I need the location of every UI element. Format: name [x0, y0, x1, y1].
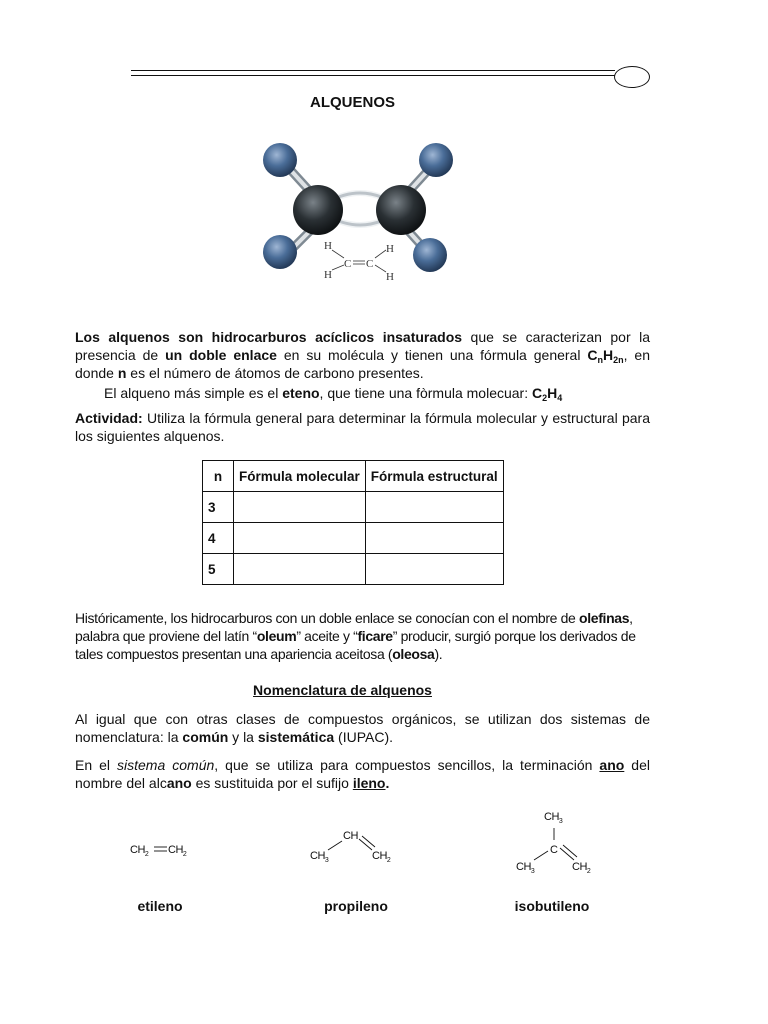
page-title: ALQUENOS	[309, 94, 395, 111]
svg-text:C: C	[366, 258, 374, 270]
svg-text:CH2: $CH_2$	[572, 861, 591, 875]
ethene-structural-formula	[324, 240, 394, 283]
table-row	[203, 523, 504, 554]
svg-text:CH3: $CH_3$	[516, 861, 535, 875]
table-cell-empty[interactable]	[365, 492, 503, 523]
intro-text: en su molécula y tienen una fórmula general	[276, 347, 588, 363]
page-number-circle	[614, 66, 650, 88]
ethylene-structure	[125, 835, 205, 863]
common-system-paragraph: En el sistema común, que se utiliza para compuestos sencillos, la terminación ano del nombre del alcano es sustituida por el sufijo ileno.	[75, 757, 650, 791]
table-cell-n: 5	[203, 554, 234, 585]
oleosa-term: oleosa	[392, 646, 435, 662]
table-cell-empty[interactable]	[234, 492, 366, 523]
svg-text:H: H	[386, 243, 394, 255]
intro-text: , en donde	[75, 347, 650, 381]
hydrogen-atom	[263, 143, 297, 177]
svg-text:C: C	[550, 844, 558, 856]
svg-text:CH3: $CH_3$	[310, 850, 329, 864]
svg-text:H: H	[324, 240, 332, 252]
carbon-atom	[376, 185, 426, 235]
svg-text:C: C	[344, 258, 352, 270]
ano-suffix: ano	[599, 757, 625, 773]
svg-text:H: H	[386, 271, 394, 283]
caption-etileno: etileno	[137, 898, 183, 914]
eteno-formula: $C_2H_4$	[532, 385, 563, 403]
isobutylene-structure	[510, 804, 610, 878]
eteno-term: eteno	[282, 385, 320, 401]
svg-text:CH: CH	[343, 830, 358, 842]
table-cell-empty[interactable]	[365, 523, 503, 554]
hydrogen-atom	[419, 143, 453, 177]
sistematica-term: sistemática	[257, 729, 335, 745]
intro-paragraph	[75, 328, 650, 382]
comun-term: común	[182, 729, 229, 745]
sistema-comun-term: sistema común	[117, 757, 215, 773]
column-header-structural: Fórmula estructural	[365, 461, 503, 492]
table-cell-empty[interactable]	[234, 523, 366, 554]
svg-text:CH3: $CH_3$	[544, 811, 563, 825]
nomenclature-heading: Nomenclatura de alquenos	[253, 682, 432, 698]
svg-text:CH2: $CH_2$	[168, 844, 187, 858]
ano-suffix-inline: ano	[166, 775, 192, 791]
table-cell-empty[interactable]	[365, 554, 503, 585]
carbon-atom	[293, 185, 343, 235]
intro-bold-lead: Los alquenos son hidrocarburos acíclicos insaturados	[75, 329, 463, 345]
table-cell-empty[interactable]	[234, 554, 366, 585]
activity-paragraph: Actividad: Utiliza la fórmula general para determinar la fórmula molecular y estructural para los siguientes alquenos.	[75, 410, 650, 444]
general-formula: $C_nH_{2n}$	[587, 347, 624, 365]
simplest-alkene-line: El alqueno más simple es el eteno, que tiene una fòrmula molecuar: $C_2H_4$	[104, 385, 563, 403]
table-header-row	[203, 461, 504, 492]
svg-text:CH2: $CH_2$	[372, 850, 391, 864]
history-paragraph: Históricamente, los hidrocarburos con un doble enlace se conocían con el nombre de olefinas, palabra que proviene del latín “oleum” aceite y “ficare” producir, surgió porque los derivados de tales compuestos presentan una apariencia aceitosa (oleosa).	[75, 610, 636, 662]
table-row	[203, 492, 504, 523]
double-bond-term: un doble enlace	[165, 347, 277, 363]
svg-text:H: H	[324, 269, 332, 281]
table-row	[203, 554, 504, 585]
ileno-suffix: ileno	[352, 775, 386, 791]
column-header-n: n	[203, 461, 234, 492]
column-header-molecular: Fórmula molecular	[234, 461, 366, 492]
ficare-term: ficare	[357, 628, 393, 644]
hydrogen-atom	[263, 235, 297, 269]
intro-text: es el número de átomos de carbono presentes.	[126, 365, 424, 381]
header-rule-top	[131, 70, 615, 71]
propylene-structure	[305, 822, 405, 868]
intro-text: que se caracterizan por la presencia de	[75, 329, 651, 363]
table-cell-n: 3	[203, 492, 234, 523]
oleum-term: oleum	[256, 628, 297, 644]
ethene-ball-and-stick-model	[258, 120, 488, 295]
table-cell-n: 4	[203, 523, 234, 554]
olefinas-term: olefinas	[579, 610, 630, 626]
n-variable: n	[117, 365, 127, 381]
caption-propileno: propileno	[324, 898, 388, 914]
header-rule-bottom	[131, 75, 615, 76]
activity-table	[202, 460, 504, 585]
hydrogen-atom	[413, 238, 447, 272]
caption-isobutileno: isobutileno	[514, 898, 590, 914]
systems-paragraph: Al igual que con otras clases de compuestos orgánicos, se utilizan dos sistemas de nomenclatura: la común y la sistemática (IUPAC).	[75, 711, 650, 745]
activity-label: Actividad:	[75, 410, 143, 426]
svg-text:CH2: $CH_2$	[130, 844, 149, 858]
